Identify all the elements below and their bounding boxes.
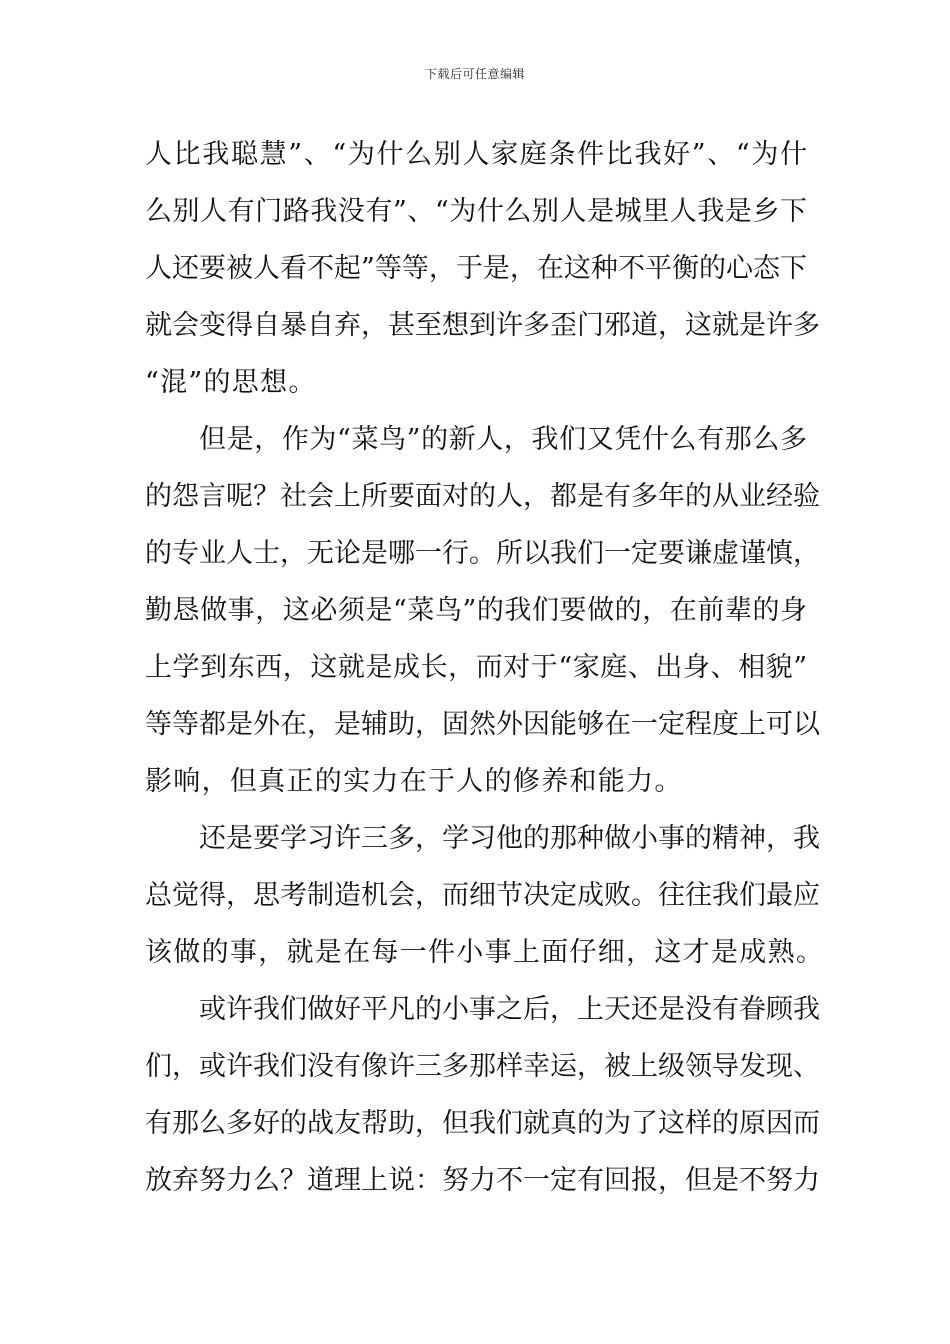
text-line: 有那么多好的战友帮助，但我们就真的为了这样的原因而 — [145, 1108, 820, 1139]
text-line: 的专业人士，无论是哪一行。所以我们一定要谦虚谨慎， — [145, 538, 820, 569]
text-line: 该做的事，就是在每一件小事上面仔细，这才是成熟。 — [145, 937, 825, 968]
text-line: 的怨言呢？社会上所要面对的人，都是有多年的从业经验 — [145, 481, 820, 512]
text-line: 就会变得自暴自弃，甚至想到许多歪门邪道，这就是许多 — [145, 310, 820, 341]
text-line: 上学到东西，这就是成长，而对于“家庭、出身、相貌” — [145, 652, 807, 683]
text-line: 等等都是外在，是辅助，固然外因能够在一定程度上可以 — [145, 709, 820, 740]
text-line: 总觉得，思考制造机会，而细节决定成败。往往我们最应 — [145, 880, 820, 911]
text-line: 影响，但真正的实力在于人的修养和能力。 — [145, 766, 683, 797]
page-header: 下载后可任意编辑 — [424, 67, 525, 81]
text-line: 人比我聪慧”、“为什么别人家庭条件比我好”、“为什 — [145, 139, 807, 170]
text-line: “混”的思想。 — [145, 367, 317, 398]
text-line: 但是，作为“菜鸟”的新人，我们又凭什么有那么多 — [199, 424, 807, 455]
text-line: 人还要被人看不起”等等，于是，在这种不平衡的心态下 — [145, 253, 807, 284]
text-line: 么别人有门路我没有”、“为什么别人是城里人我是乡下 — [145, 196, 807, 227]
text-line: 或许我们做好平凡的小事之后，上天还是没有眷顾我 — [199, 994, 820, 1025]
text-line: 们，或许我们没有像许三多那样幸运，被上级领导发现、 — [145, 1051, 820, 1082]
text-line: 勤恳做事，这必须是“菜鸟”的我们要做的，在前辈的身 — [145, 595, 807, 626]
text-line: 还是要学习许三多，学习他的那种做小事的精神，我 — [199, 823, 820, 854]
text-line: 放弃努力么？道理上说：努力不一定有回报，但是不努力 — [145, 1165, 820, 1196]
body-text — [145, 126, 825, 1209]
